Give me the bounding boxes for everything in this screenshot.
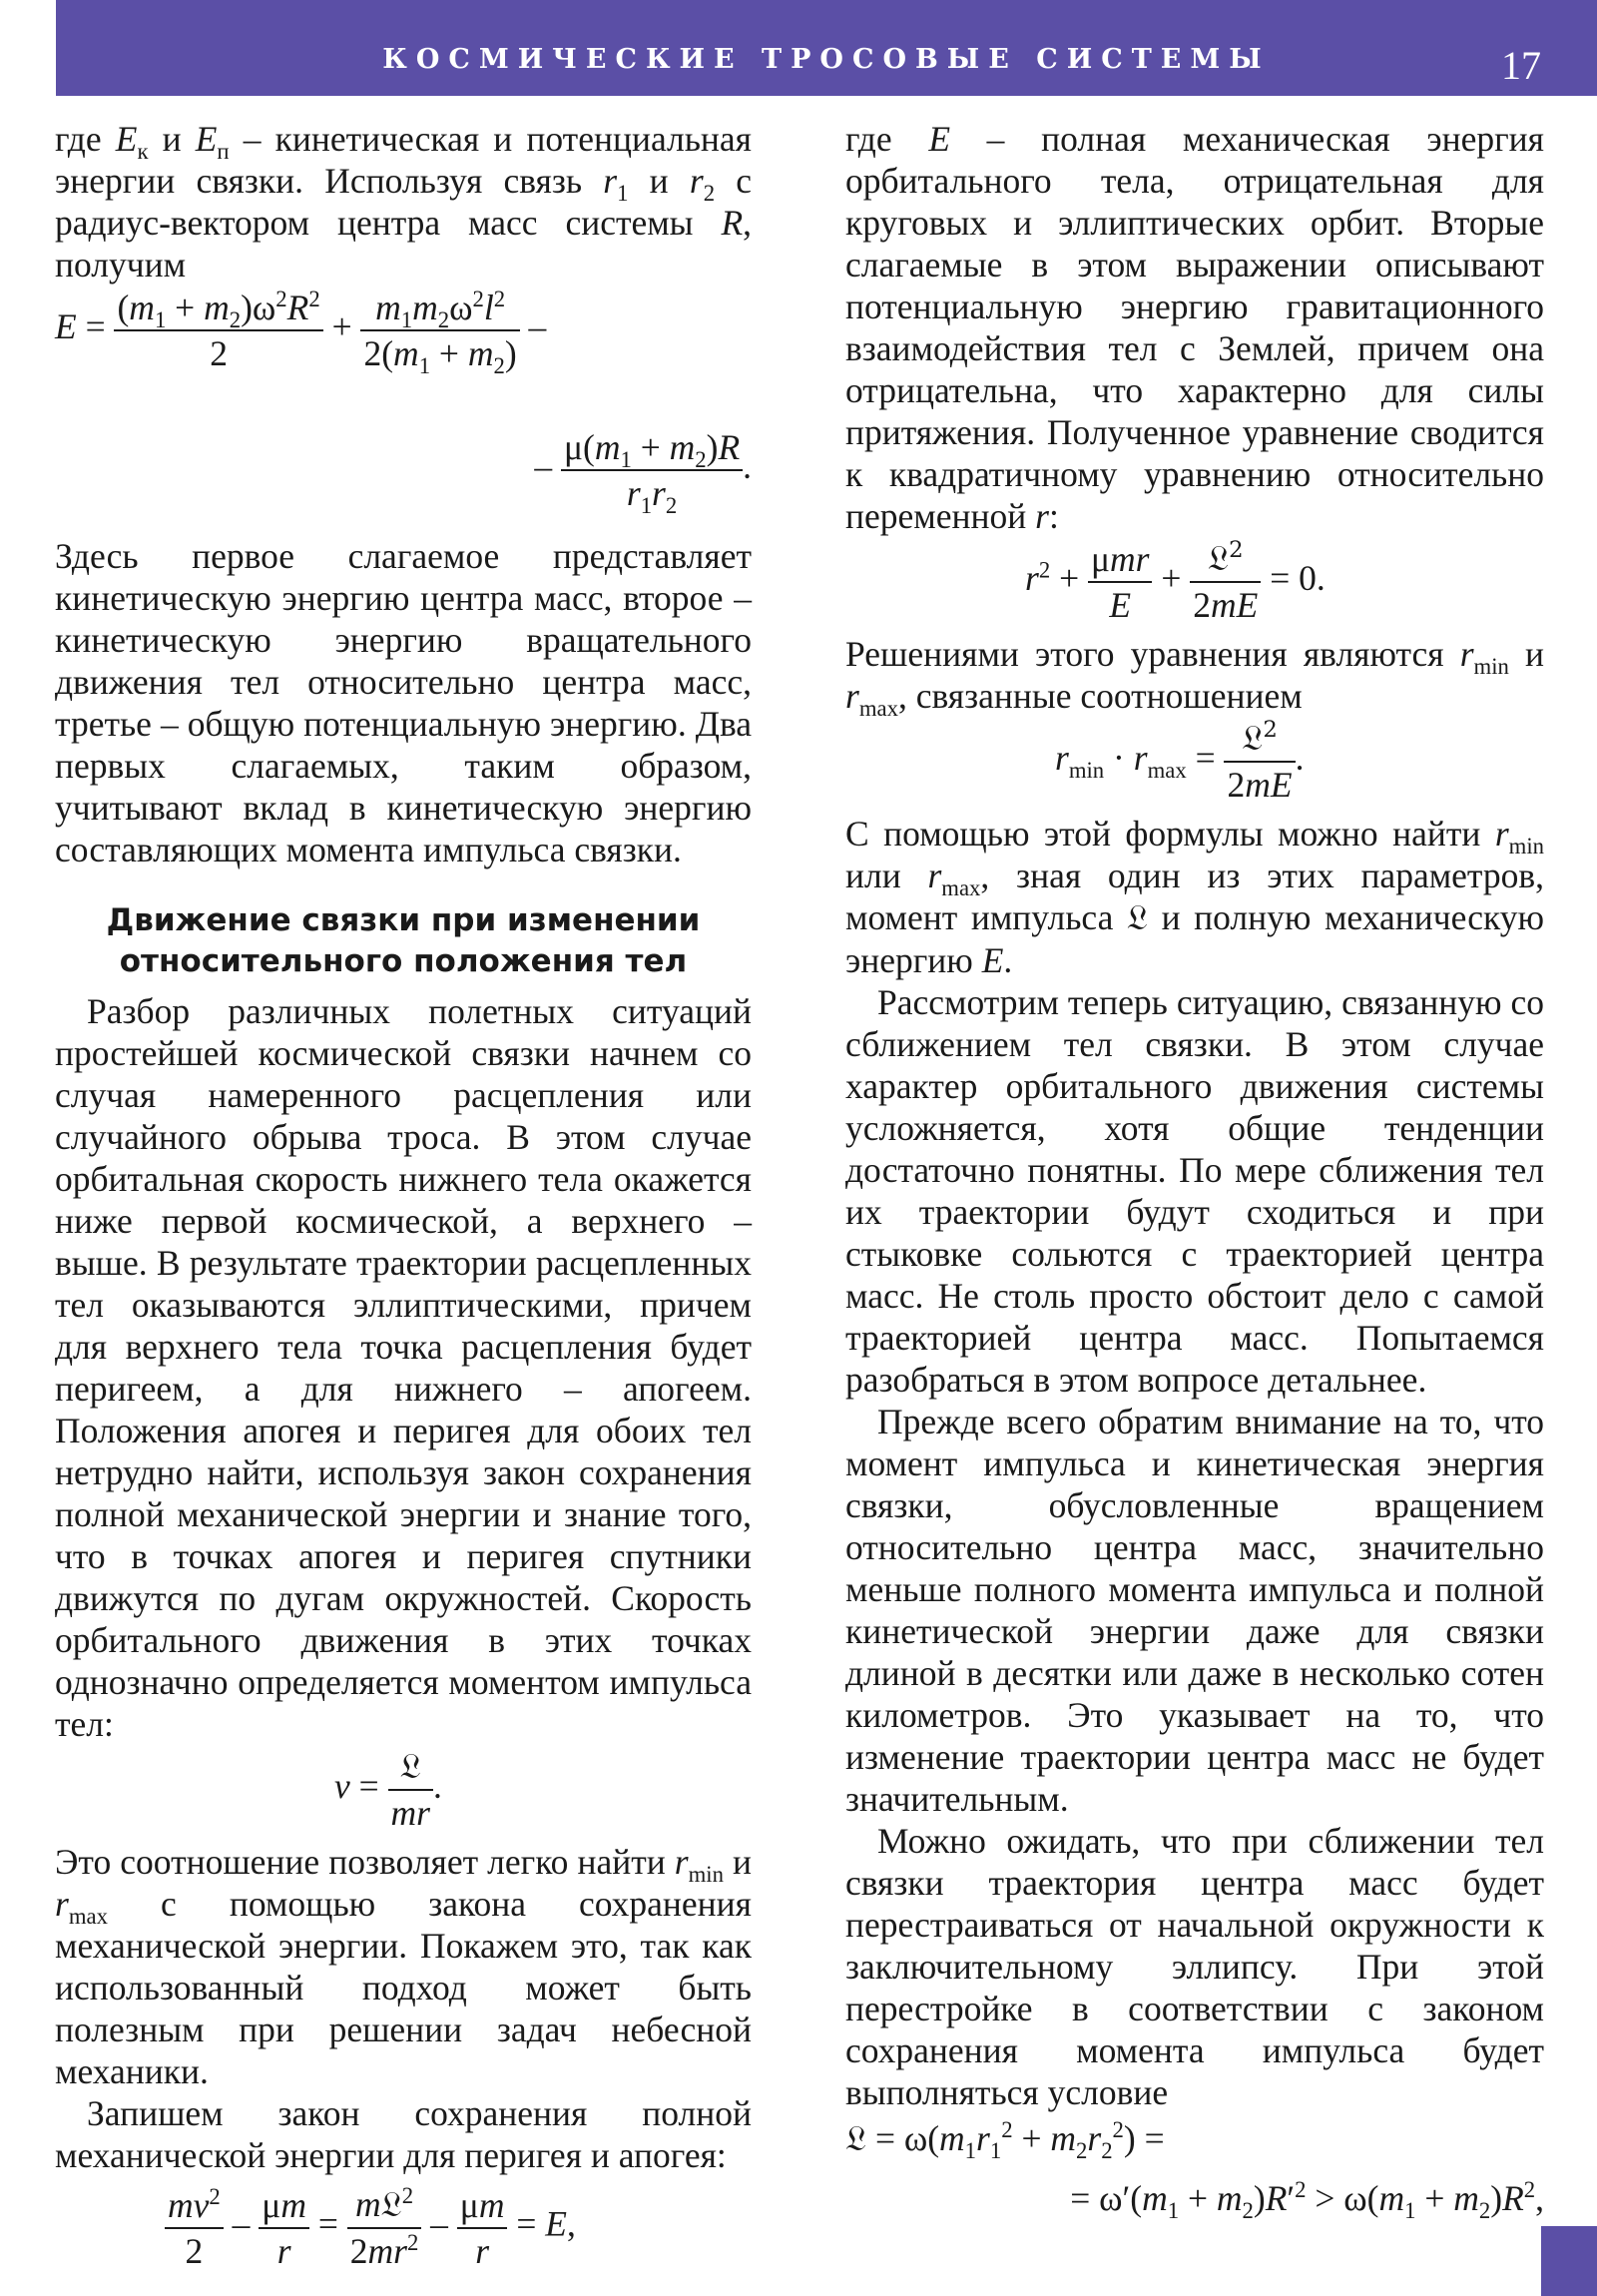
paragraph-total-energy: где E – полная механическая энергия орбитального тела, отрицательная для круговых и эллиптических орбит. Вторые слагаемые в этом выражении описывают потенциальную энергию гравитационного взаимодействия тел с Землей, причем она отрицательна, что характерно для силы притяжения. Полученное уравнение сводится к квадратичному уравнению относительно переменной r: bbox=[845, 119, 1545, 536]
paragraph-expect: Можно ожидать, что при сближении тел связки траектория центра масс будет перестраиваться от начальной окружности к заключительному эллипсу. При этой перестройке в соответствии с законом сохранения момента импульса будет выполняться условие bbox=[845, 1821, 1544, 2112]
paragraph-ratio: Это соотношение позволяет легко найти $r_{min}$ и $r_{max}$ с помощью закона сохранения механической энергии. Покажем это, так как использованный подход может быть полезным при решении задач небесной механики. bbox=[55, 1842, 753, 2091]
equation-total-energy: E = $\frac{(m_1 + m_2)\omega^2R^2}{2}$ + $\frac{m_1m_2\omega^2l^2}{2(m_1 + m_2)}$ – bbox=[55, 287, 547, 379]
paragraph-intro: где $E_к$ и $E_п$ – кинетическая и потенциальная энергии связки. Используя связь $r_1$ и $r_2$ с радиус-вектором центра масс системы R, получим bbox=[55, 119, 753, 285]
running-title: КОСМИЧЕСКИЕ ТРОСОВЫЕ СИСТЕМЫ bbox=[382, 44, 1271, 75]
paragraph-write-law: Запишем закон сохранения полной механической энергии для перигея и апогея: bbox=[55, 2093, 752, 2175]
page-number: 17 bbox=[1501, 43, 1541, 88]
equation-quadratic: $r^2$ + $\frac{\text{μmr}}{E}$ + $\frac{𝔏^2}{2mE}$ = 0. bbox=[1025, 537, 1326, 625]
left-column bbox=[55, 118, 752, 2276]
paragraph-find: С помощью этой формулы можно найти $r_{min}$ или $r_{max}$, зная один из этих параметров, момент импульса 𝔏 и полную механическую энергию E. bbox=[845, 814, 1545, 980]
equation-angular-momentum: 𝔏 = $\omega(m_1r_1^2 + m_2r_2^2)$ = = $\omega'(m_1 + m_2)R'^2 > \omega(m_1 + m_2)R^2$, bbox=[845, 2117, 1544, 2224]
right-column bbox=[845, 118, 1544, 2243]
paragraph-approach: Рассмотрим теперь ситуацию, связанную со сближением тел связки. В этом случае характер орбитального движения системы усложняется, хотя общие тенденции достаточно понятны. По мере сближения тел их траектории будут сходиться и при стыковке сольются с траекторией центра масс. Не столь просто обстоит дело с самой траекторией центра масс. Попытаемся разобраться в этом вопросе детальнее. bbox=[845, 982, 1544, 1400]
equation-total-energy-cont: – $\frac{\mu(m_1 + m_2)R}{r_1r_2}$ . bbox=[534, 427, 752, 519]
equation-energy-conservation: $\frac{mv^2}{2}$ – $\frac{\mu m}{r}$ = $\frac{m𝔏^2}{2mr^2}$ – $\frac{\mu m}{r}$ = E, bbox=[55, 2176, 752, 2276]
paragraph-attention: Прежде всего обратим внимание на то, что момент импульса и кинетическая энергия связки, обусловленные вращением относительно центра масс, значительно меньше полного момента импульса и полной кинетической энергии даже для связки длиной в десятки или даже в несколько сотен километров. Это указывает на то, что изменение траектории центра масс не будет значительным. bbox=[845, 1402, 1544, 1819]
paragraph-solutions: Решениями этого уравнения являются $r_{min}$ и $r_{max}$, связанные соотношением bbox=[845, 634, 1544, 722]
paragraph-split: Разбор различных полетных ситуаций простейшей космической связки начнем со случая намеренного расцепления или случайного обрыва троса. В этом случае орбитальная скорость нижнего тела окажется ниже первой космической, а верхнего – выше. В результате траектории расцепленных тел оказываются эллиптическими, причем для верхнего тела точка расцепления будет перигеем, а для нижнего – апогеем. Положения апогея и перигея для обоих тел нетрудно найти, используя закон сохранения полной механической энергии и знание того, что в точках апогея и перигея спутники движутся по дугам окружностей. Скорость орбитального движения в этих точках однозначно определяется моментом импульса тел: bbox=[55, 991, 752, 1744]
corner-tab bbox=[1541, 2226, 1597, 2296]
equation-velocity: v = $\frac{\text{𝔏}}{mr}$ . bbox=[334, 1746, 442, 1833]
running-header bbox=[56, 0, 1597, 96]
equation-product: $r_{min} \cdot r_{max}$ = $\frac{𝔏^2}{2mE}$ . bbox=[1055, 717, 1305, 805]
section-heading: Движение связки при изменении относительного положения тел bbox=[106, 902, 701, 979]
paragraph-energy-terms: Здесь первое слагаемое представляет кинетическую энергию центра масс, второе – кинетическую энергию вращательного движения тел относительно центра масс, третье – общую потенциальную энергию. Два первых слагаемых, таким образом, учитывают вклад в кинетическую энергию составляющих момента импульса связки. bbox=[55, 536, 752, 869]
